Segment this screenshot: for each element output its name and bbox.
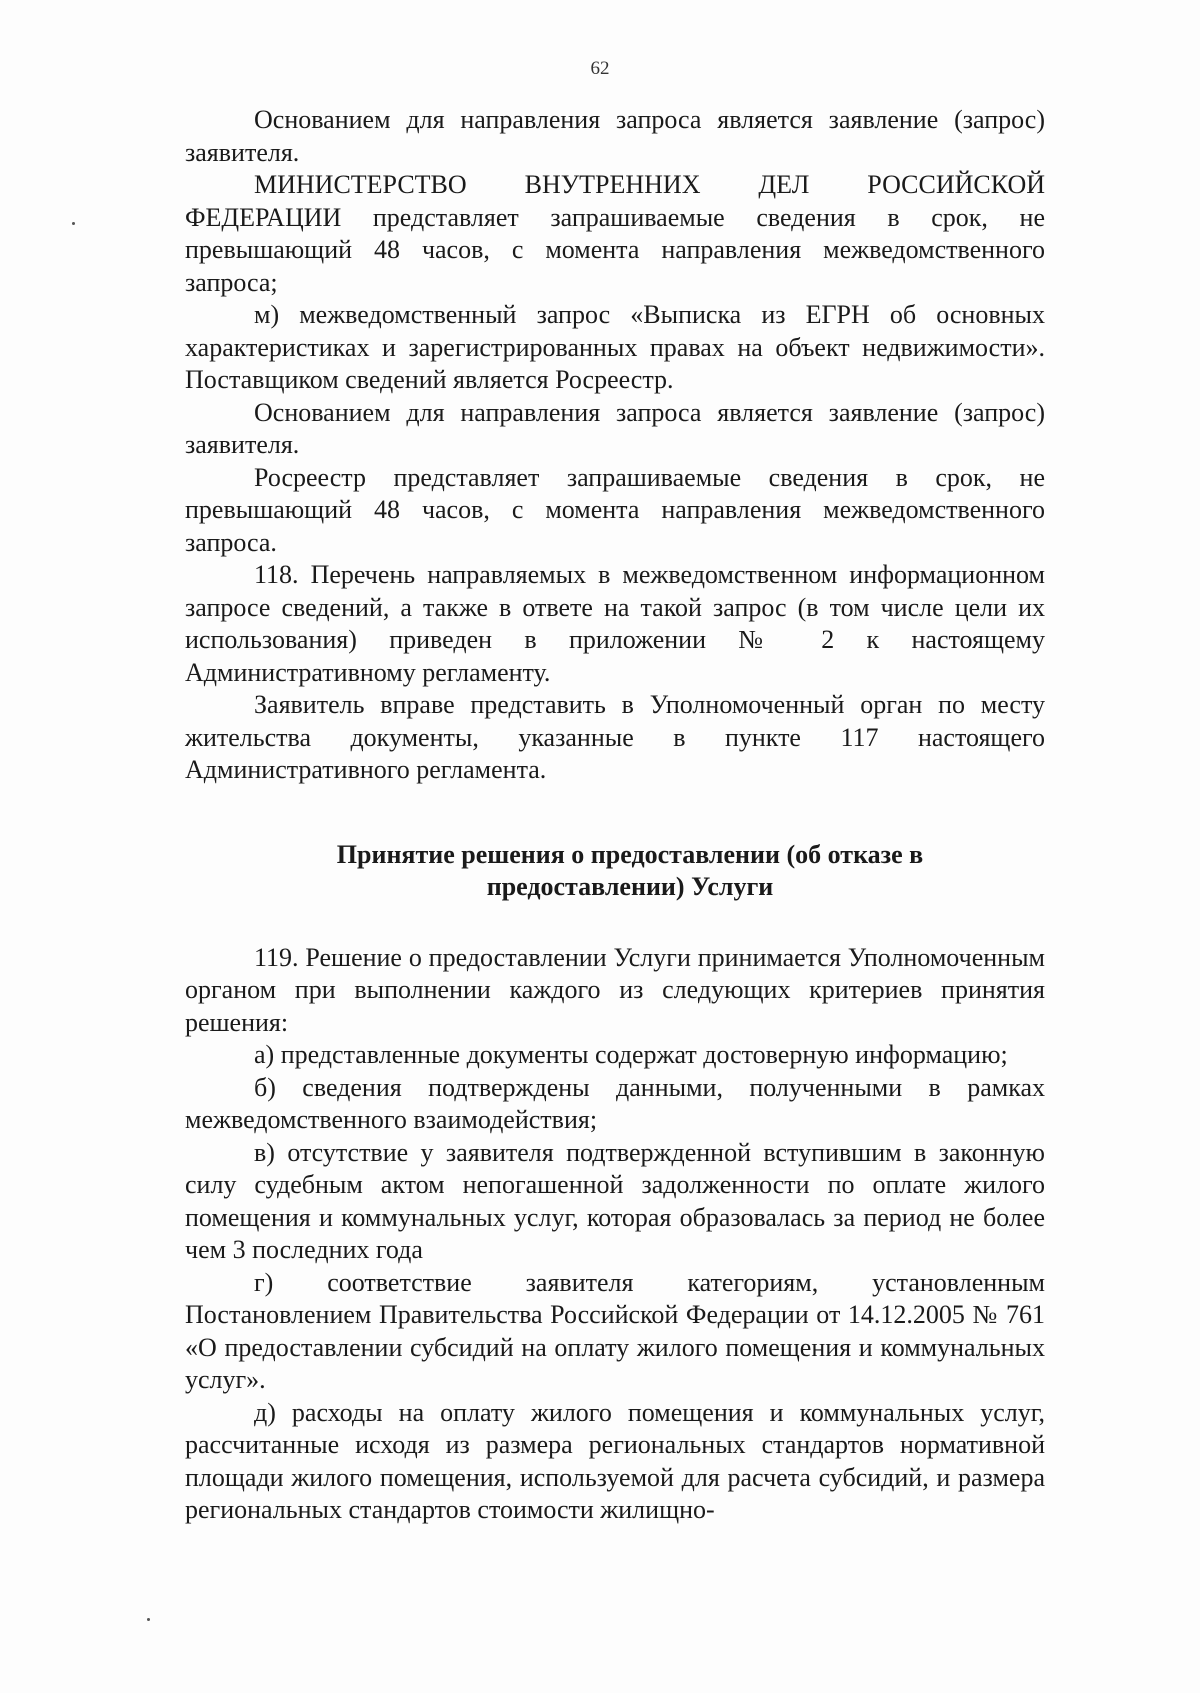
criterion-g: г) соответствие заявителя категориям, установленным Постановлением Правительства Российской Федерации от 14.12.2005 № 761 «О предоставлении субсидий на оплату жилого помещения и коммунальных услуг». <box>185 1267 1045 1394</box>
paragraph: Основанием для направления запроса является заявление (запрос) заявителя. <box>185 105 1045 167</box>
paragraph: Заявитель вправе представить в Уполномоченный орган по месту жительства документы, указанные в пункте 117 настоящего Административного регламента. <box>185 690 1045 784</box>
scan-mark <box>72 222 75 225</box>
paragraph-118: 118. Перечень направляемых в межведомственном информационном запросе сведений, а также в ответе на такой запрос (в том числе цели их использования) приведен в приложении № 2 к настоящему Административному регламенту. <box>185 560 1045 687</box>
scan-mark <box>147 1618 150 1621</box>
criterion-d: д) расходы на оплату жилого помещения и коммунальных услуг, рассчитанные исходя из размера региональных стандартов нормативной площади жилого помещения, используемой для расчета субсидий, и размера региональных стандартов стоимости жилищно- <box>185 1397 1045 1524</box>
criterion-v: в) отсутствие у заявителя подтвержденной вступившим в законную силу судебным актом непогашенной задолженности по оплате жилого помещения и коммунальных услуг, которая образовалась за период не более чем 3 последних года <box>185 1137 1045 1264</box>
paragraph: Основанием для направления запроса является заявление (запрос) заявителя. <box>185 397 1045 459</box>
paragraph: МИНИСТЕРСТВО ВНУТРЕННИХ ДЕЛ РОССИЙСКОЙ ФЕДЕРАЦИИ представляет запрашиваемые сведения в срок, не превышающий 48 часов, с момента направления межведомственного запроса; <box>185 170 1045 297</box>
criterion-b: б) сведения подтверждены данными, полученными в рамках межведомственного взаимодействия; <box>185 1072 1045 1134</box>
paragraph: Росреестр представляет запрашиваемые сведения в срок, не превышающий 48 часов, с момента направления межведомственного запроса. <box>185 462 1045 557</box>
page-number: 62 <box>590 58 610 79</box>
section-heading: Принятие решения о предоставлении (об отказе в предоставлении) Услуги <box>336 839 924 901</box>
paragraph-item-m: м) межведомственный запрос «Выписка из ЕГРН об основных характеристиках и зарегистрированных правах на объект недвижимости». Поставщиком сведений является Росреестр. <box>185 300 1045 394</box>
criterion-a: а) представленные документы содержат достоверную информацию; <box>254 1040 1008 1069</box>
document-body <box>185 104 1045 1527</box>
paragraph-119: 119. Решение о предоставлении Услуги принимается Уполномоченным органом при выполнении каждого из следующих критериев принятия решения: <box>185 942 1045 1037</box>
